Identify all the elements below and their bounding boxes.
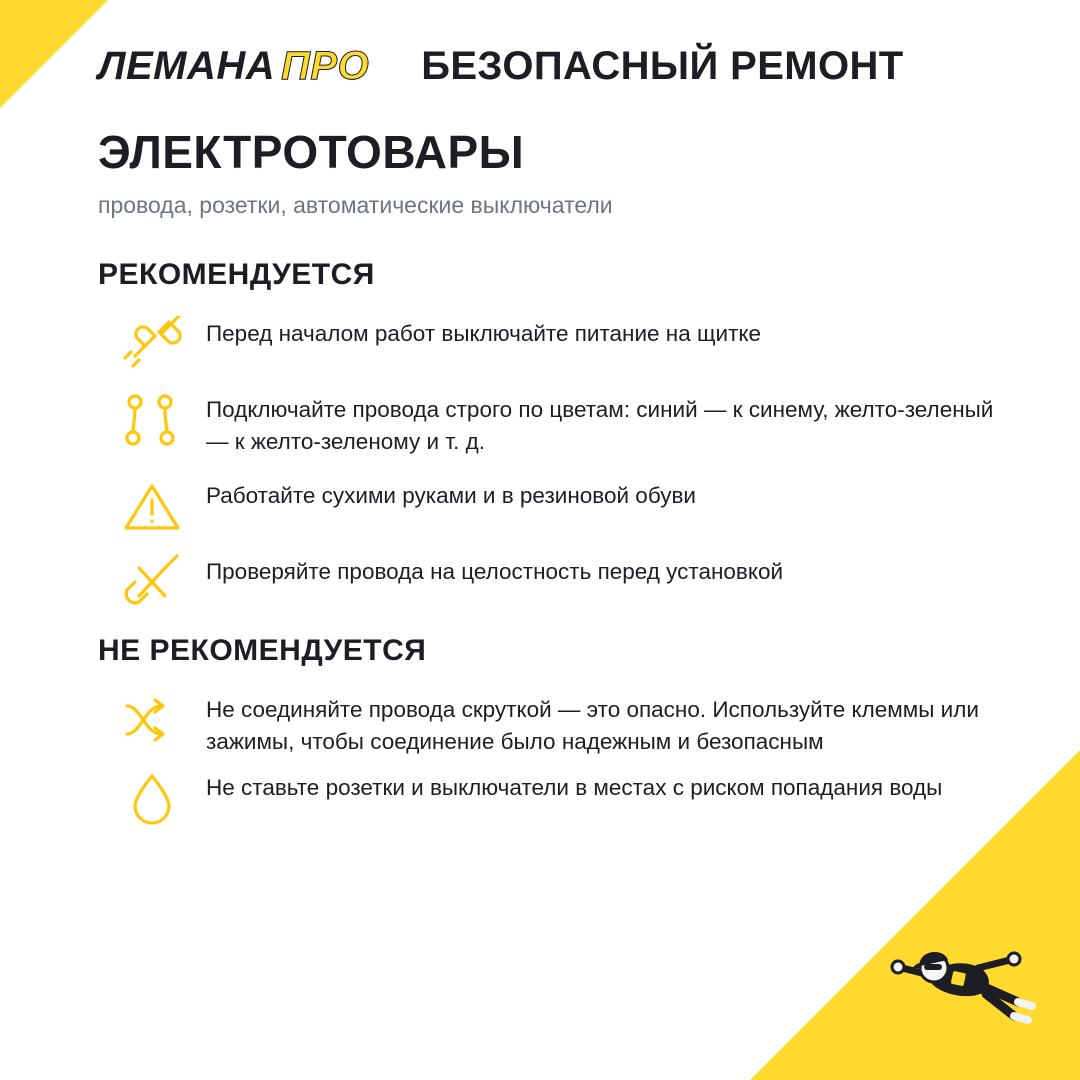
- list-item-text: Не ставьте розетки и выключатели в местах с риском попадания воды: [206, 774, 943, 800]
- warning-triangle-icon: [98, 476, 206, 534]
- water-drop-icon: [98, 768, 206, 826]
- list-item-text: Не соединяйте провода скруткой — это опасно. Используйте клеммы или зажимы, чтобы соединение было надежным и безопасным: [206, 697, 979, 754]
- list-item: [98, 690, 1020, 758]
- list-item-text: Подключайте провода строго по цветам: синий — к синему, желто-зеленый — к желто-зеленому и т. д.: [206, 397, 994, 454]
- brand-pro: ПРО: [281, 44, 370, 88]
- list-item-text: Работайте сухими руками и в резиновой обуви: [206, 482, 696, 508]
- list-item-text: Проверяйте провода на целостность перед установкой: [206, 558, 784, 584]
- twisted-wires-icon: [98, 690, 206, 748]
- list-item: [98, 768, 1020, 826]
- section-not-recommended: [98, 634, 1020, 844]
- section-heading-recommended: РЕКОМЕНДУЕТСЯ: [98, 258, 375, 291]
- page-subtitle: провода, розетки, автоматические выключатели: [98, 191, 613, 218]
- page-title: ЭЛЕКТРОТОВАРЫ: [98, 126, 525, 178]
- header: [98, 44, 1020, 89]
- section-recommended: [98, 258, 1020, 628]
- campaign-title: БЕЗОПАСНЫЙ РЕМОНТ: [421, 44, 904, 88]
- flying-worker-mascot: [882, 916, 1052, 1036]
- list-item: [98, 552, 1020, 610]
- section-heading-not-recommended: НЕ РЕКОМЕНДУЕТСЯ: [98, 634, 427, 667]
- brand-logo: [98, 44, 369, 89]
- title-block: [98, 126, 1020, 221]
- plug-check-icon: [98, 552, 206, 610]
- top-left-corner-decoration: [0, 0, 108, 108]
- brand-name: ЛЕМАНА: [98, 44, 276, 88]
- unplugged-plug-icon: [98, 314, 206, 372]
- list-item: [98, 314, 1020, 372]
- list-item: [98, 390, 1020, 458]
- list-item: [98, 476, 1020, 534]
- wire-colors-icon: [98, 390, 206, 448]
- list-item-text: Перед началом работ выключайте питание на щитке: [206, 321, 761, 346]
